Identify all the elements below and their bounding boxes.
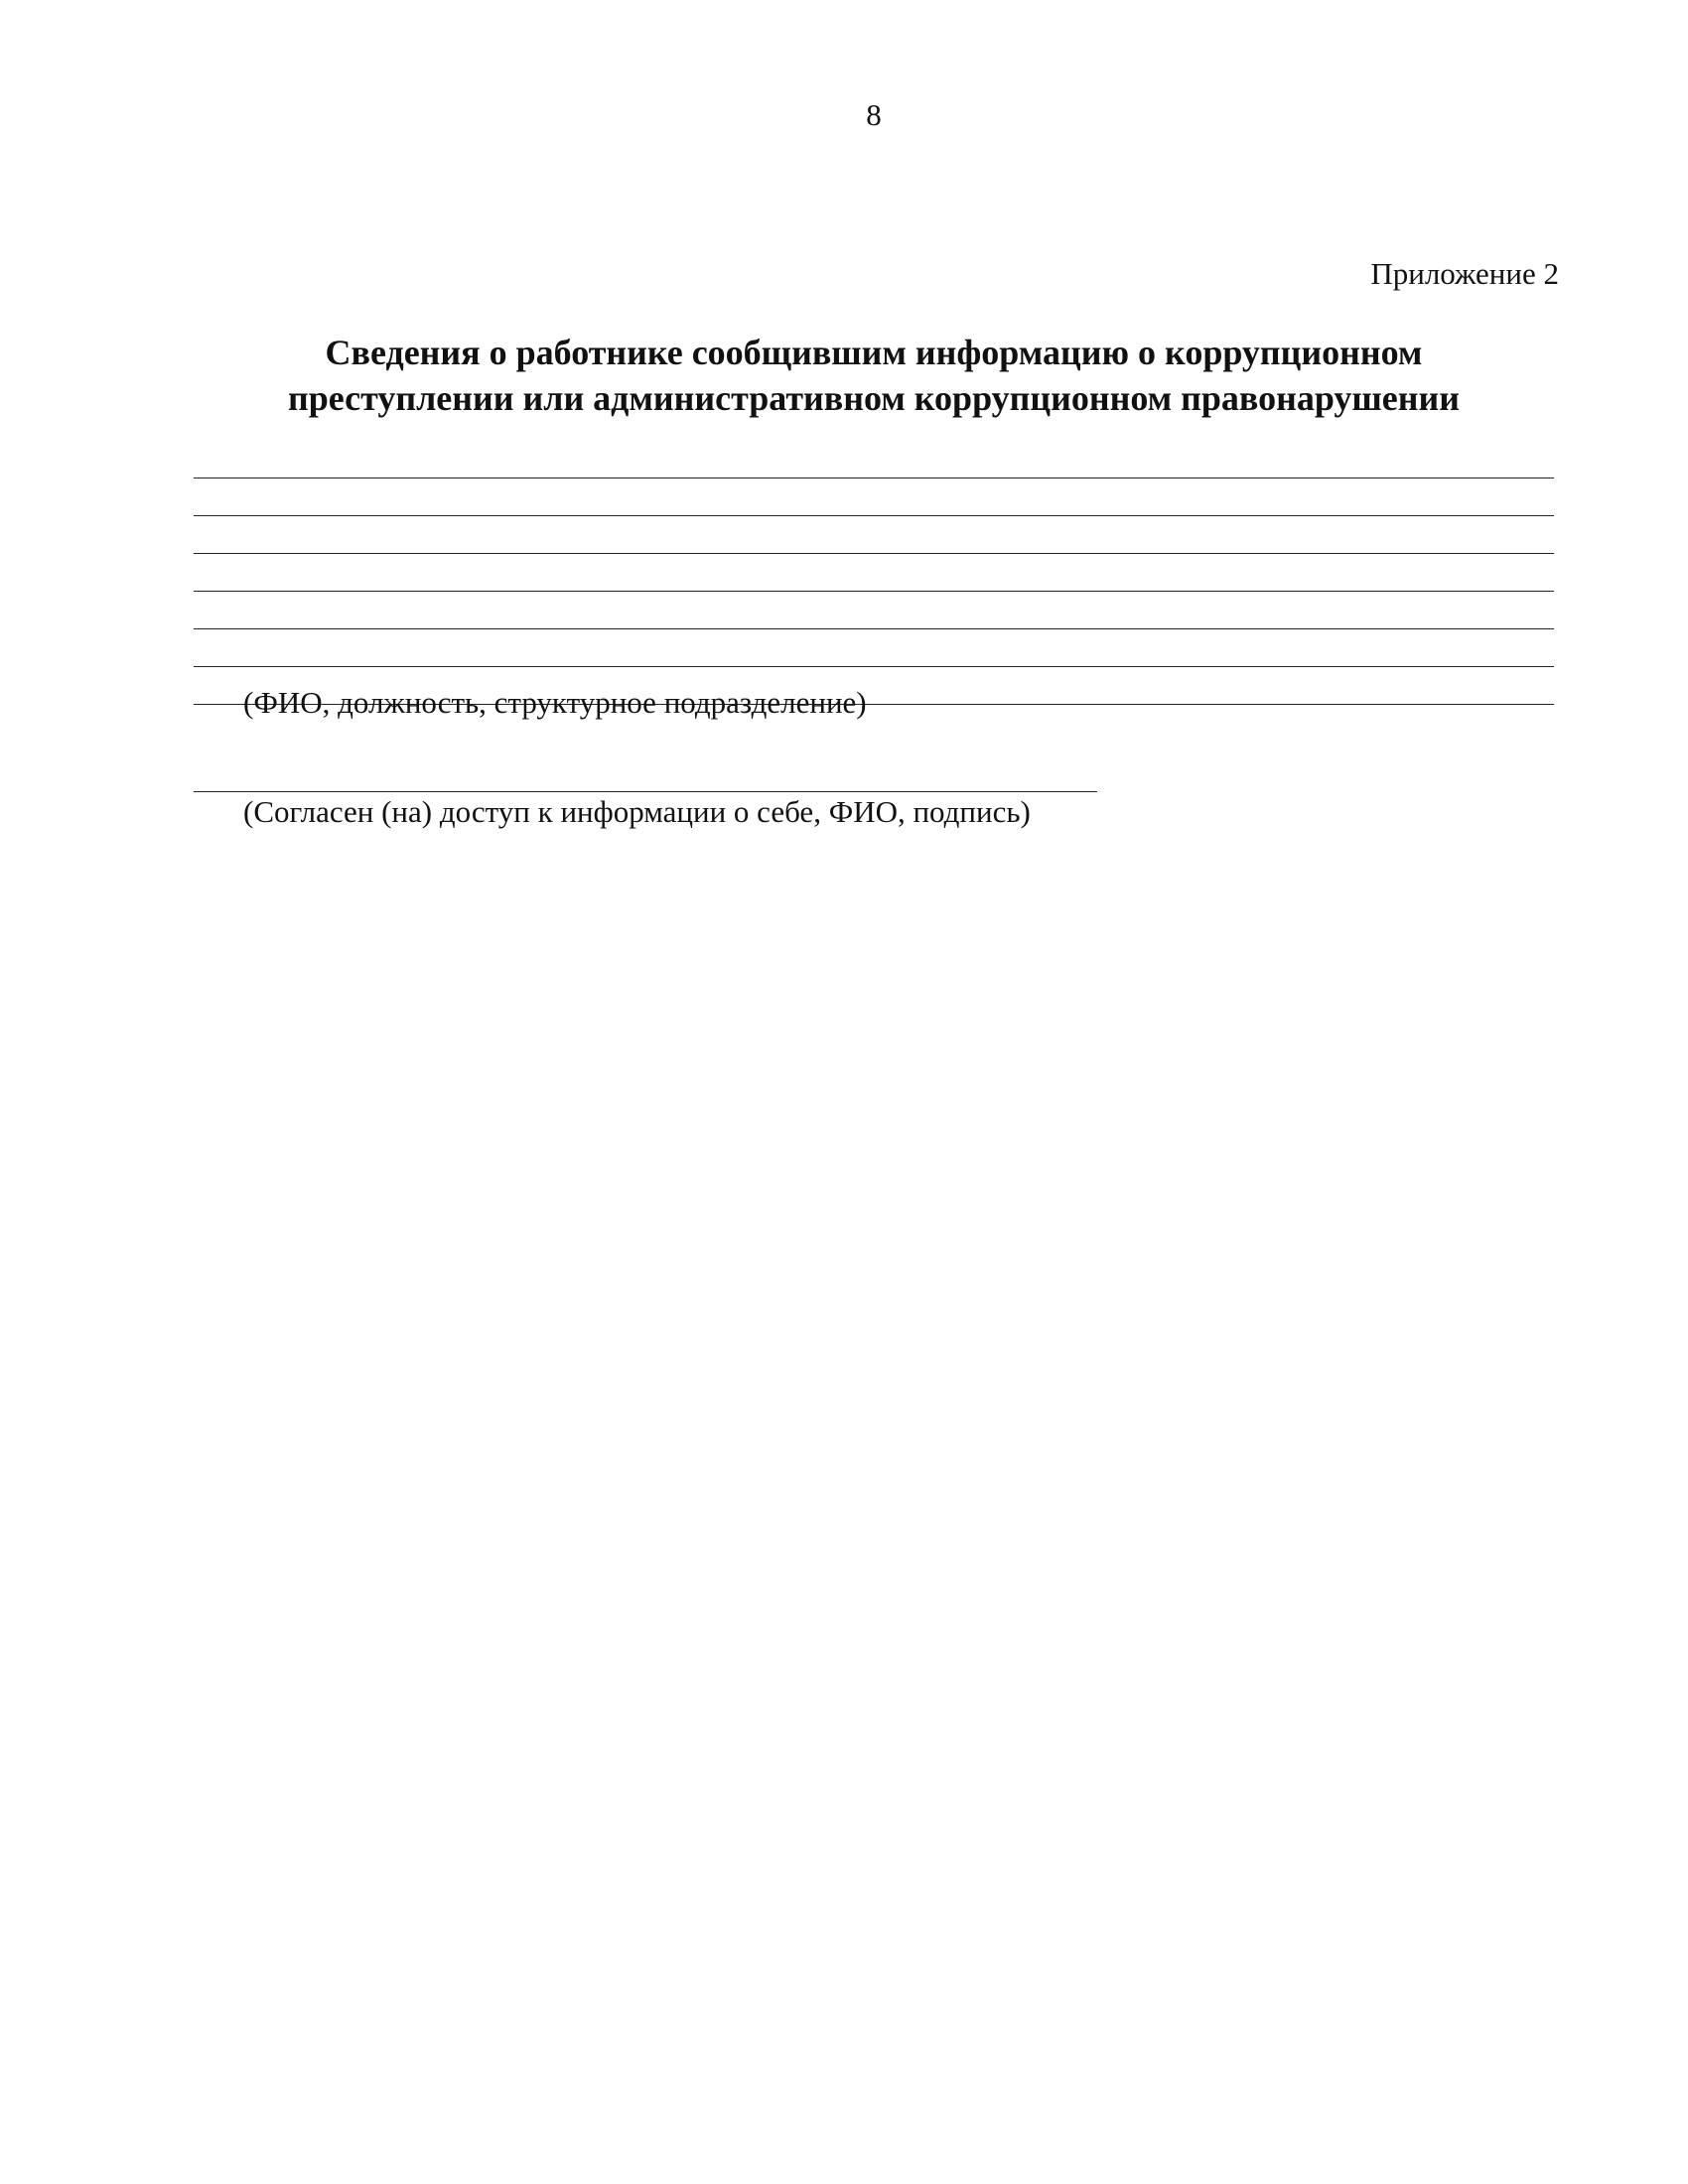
employee-info-fill-lines xyxy=(194,441,1554,705)
fill-line[interactable] xyxy=(194,592,1554,629)
fill-line[interactable] xyxy=(194,441,1554,478)
consent-signature-line[interactable] xyxy=(194,754,1097,792)
fill-line[interactable] xyxy=(194,516,1554,554)
fill-line[interactable] xyxy=(194,554,1554,592)
caption-consent-signature: (Согласен (на) доступ к информации о себе, ФИО, подпись) xyxy=(243,794,1031,829)
fill-line[interactable] xyxy=(194,629,1554,667)
document-title xyxy=(194,330,1554,421)
title-line-2: преступлении или административном коррупционном правонарушении xyxy=(287,378,1461,418)
appendix-label: Приложение 2 xyxy=(1370,256,1559,291)
title-line-1: Сведения о работнике сообщившим информацию о коррупционном xyxy=(325,333,1423,372)
fill-line[interactable] xyxy=(194,478,1554,516)
caption-fio-position-department: (ФИО, должность, структурное подразделение) xyxy=(243,685,867,720)
page-number: 8 xyxy=(866,97,882,132)
